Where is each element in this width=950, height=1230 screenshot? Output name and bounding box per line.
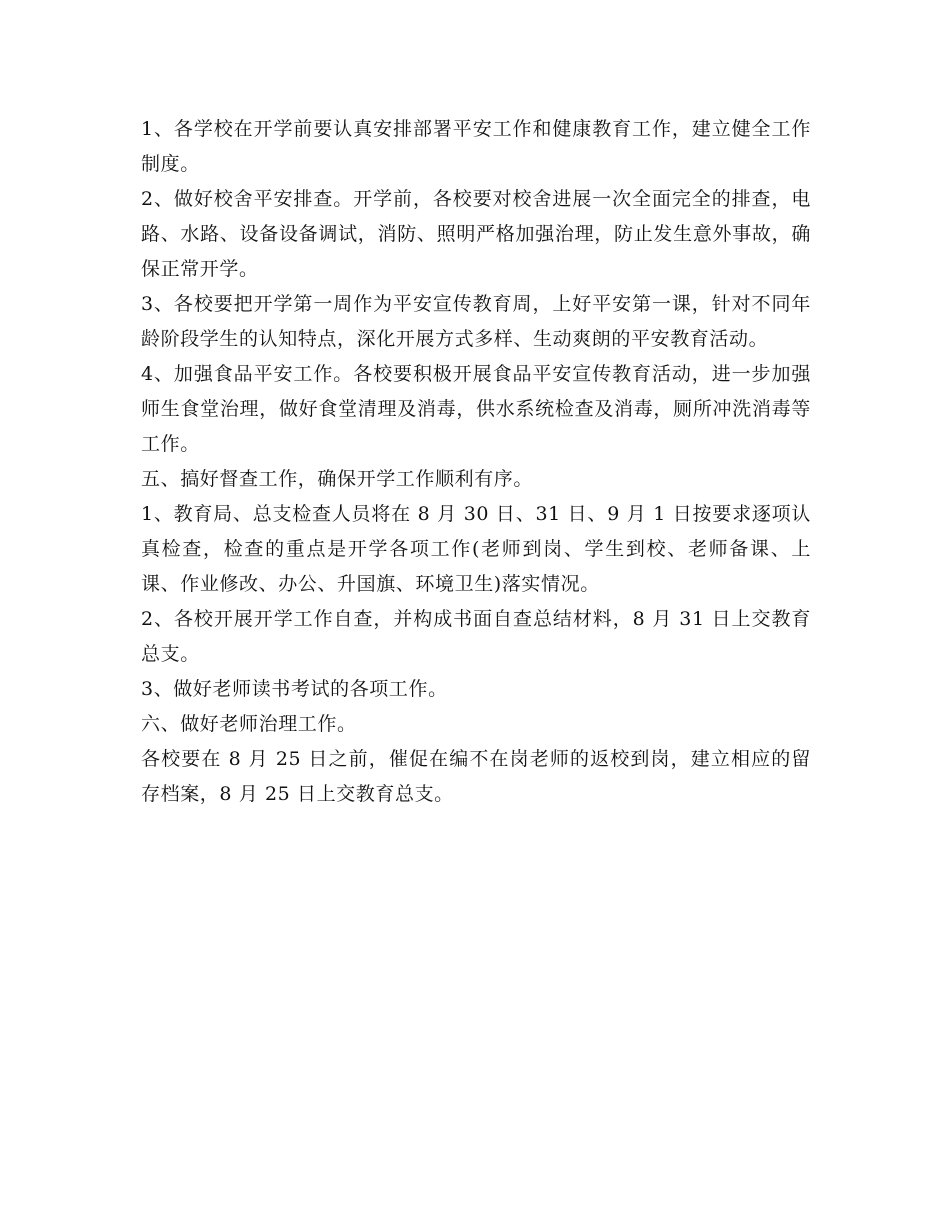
paragraph-6: 1、教育局、总支检查人员将在 8 月 30 日、31 日、9 月 1 日按要求逐项认真检查，检查的重点是开学各项工作(老师到岗、学生到校、老师备课、上课、作业修改、办公、升国旗、环境卫生)落实情况。 [141,503,811,595]
paragraph-4: 4、加强食品平安工作。各校要积极开展食品平安宣传教育活动，进一步加强师生食堂治理，做好食堂清理及消毒，供水系统检查及消毒，厕所冲洗消毒等工作。 [141,363,811,455]
paragraph-10: 各校要在 8 月 25 日之前，催促在编不在岗老师的返校到岗，建立相应的留存档案，8 月 25 日上交教育总支。 [141,748,811,805]
paragraph-8: 3、做好老师读书考试的各项工作。 [141,678,448,700]
document-body [141,112,811,812]
paragraph-2: 2、做好校舍平安排查。开学前，各校要对校舍进展一次全面完全的排查，电路、水路、设备设备调试，消防、照明严格加强治理，防止发生意外事故，确保正常开学。 [141,188,811,280]
paragraph-7: 2、各校开展开学工作自查，并构成书面自查总结材料，8 月 31 日上交教育总支。 [141,608,811,665]
paragraph-3: 3、各校要把开学第一周作为平安宣传教育周，上好平安第一课，针对不同年龄阶段学生的认知特点，深化开展方式多样、生动爽朗的平安教育活动。 [141,293,811,350]
section-heading-6: 六、做好老师治理工作。 [141,713,357,735]
section-heading-5: 五、搞好督查工作，确保开学工作顺利有序。 [141,468,534,490]
paragraph-1: 1、各学校在开学前要认真安排部署平安工作和健康教育工作，建立健全工作制度。 [141,118,811,175]
